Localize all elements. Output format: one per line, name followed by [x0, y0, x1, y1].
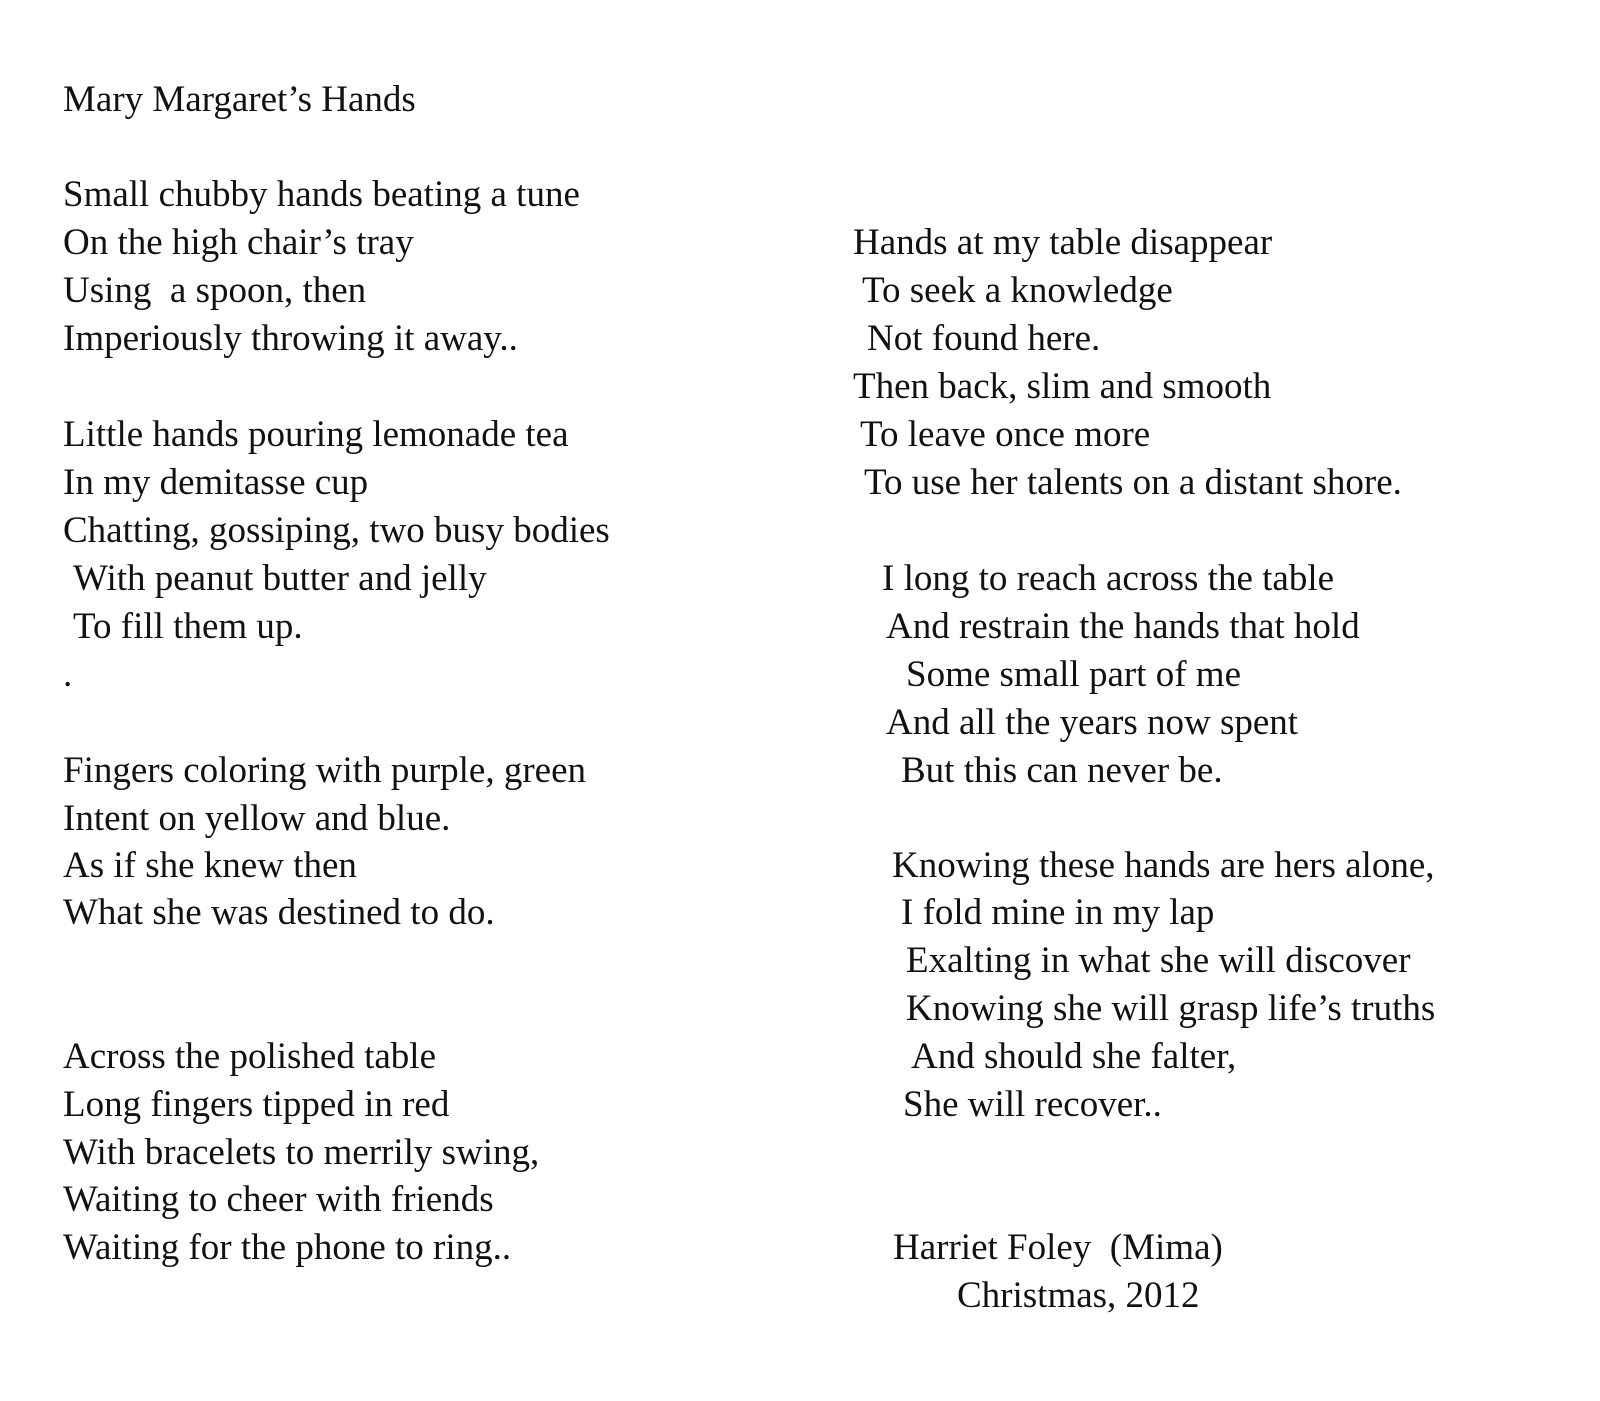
poem-line: On the high chair’s tray — [63, 222, 414, 263]
poem-line: Small chubby hands beating a tune — [63, 174, 580, 215]
poem-line: Waiting to cheer with friends — [63, 1179, 494, 1220]
poem-line: . — [63, 654, 73, 695]
poem-line: I long to reach across the table — [882, 558, 1335, 599]
poem-line: To use her talents on a distant shore. — [864, 462, 1402, 503]
poem-line: Across the polished table — [63, 1036, 436, 1077]
poem-line: And restrain the hands that hold — [886, 606, 1360, 647]
author-name: Harriet Foley (Mima) — [893, 1227, 1223, 1268]
poem-line: In my demitasse cup — [63, 462, 369, 503]
poem-line: Some small part of me — [906, 654, 1241, 695]
poem-line: I fold mine in my lap — [901, 892, 1215, 933]
poem-line: Then back, slim and smooth — [853, 366, 1272, 407]
poem-line: Imperiously throwing it away.. — [63, 318, 518, 359]
poem-line: As if she knew then — [63, 845, 357, 886]
poem-line: Chatting, gossiping, two busy bodies — [63, 510, 610, 551]
poem-date: Christmas, 2012 — [957, 1275, 1200, 1316]
poem-line: Long fingers tipped in red — [63, 1084, 450, 1125]
poem-line: And all the years now spent — [886, 702, 1299, 743]
poem-line: What she was destined to do. — [63, 892, 495, 933]
poem-line: Knowing she will grasp life’s truths — [906, 988, 1436, 1029]
poem-line: To fill them up. — [73, 606, 303, 647]
poem-line: Not found here. — [867, 318, 1101, 359]
poem-line: With bracelets to merrily swing, — [63, 1132, 540, 1173]
poem-line: Knowing these hands are hers alone, — [892, 845, 1435, 886]
poem-line: Little hands pouring lemonade tea — [63, 414, 569, 455]
poem-line: Exalting in what she will discover — [906, 940, 1411, 981]
poem-line: Waiting for the phone to ring.. — [63, 1227, 512, 1268]
poem-line: To leave once more — [860, 414, 1151, 455]
poem-line: And should she falter, — [911, 1036, 1237, 1077]
poem-line: She will recover.. — [903, 1084, 1162, 1125]
poem-line: With peanut butter and jelly — [73, 558, 487, 599]
poem-line: But this can never be. — [901, 750, 1223, 791]
poem-line: To seek a knowledge — [862, 270, 1173, 311]
poem-title: Mary Margaret’s Hands — [63, 79, 416, 120]
poem-line: Fingers coloring with purple, green — [63, 750, 587, 791]
poem-line: Hands at my table disappear — [853, 222, 1273, 263]
poem-line: Using a spoon, then — [63, 270, 367, 311]
poem-line: Intent on yellow and blue. — [63, 798, 451, 839]
